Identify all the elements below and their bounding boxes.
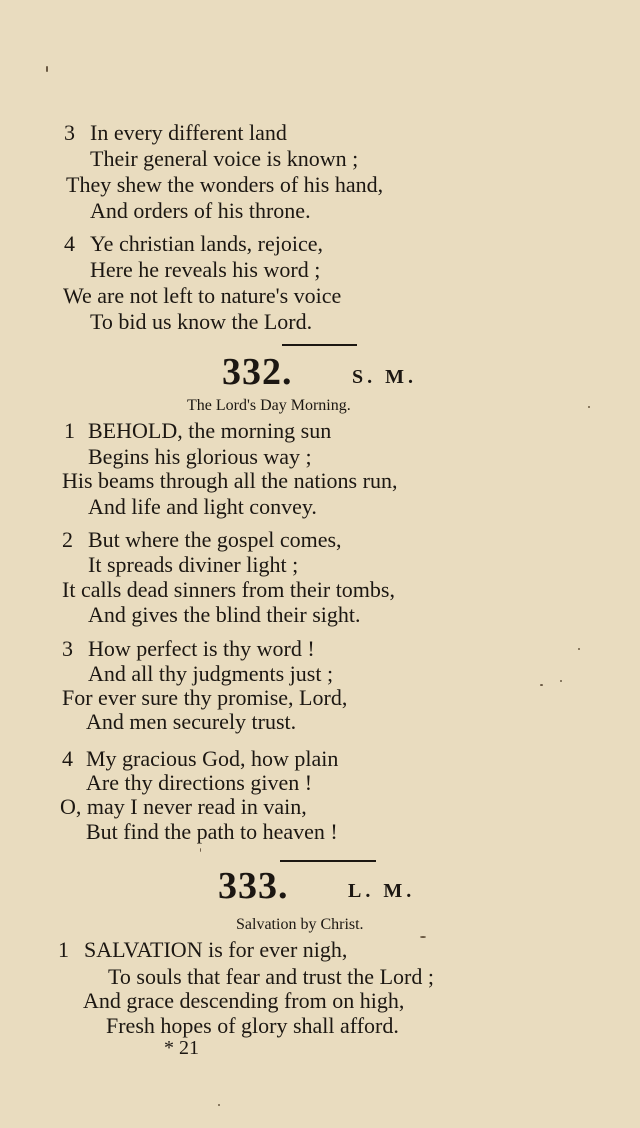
hymn-title: Salvation by Christ. (236, 916, 364, 933)
verse-number: 3 (62, 636, 73, 661)
verse-line: And gives the blind their sight. (88, 602, 361, 627)
verse-number: 4 (62, 746, 73, 771)
paper-speck (218, 1104, 220, 1106)
verse-line: SALVATION is for ever nigh, (84, 937, 348, 962)
paper-speck (560, 680, 562, 682)
verse-line: Here he reveals his word ; (90, 257, 321, 282)
hymn-title: The Lord's Day Morning. (187, 397, 351, 414)
paper-speck (540, 684, 543, 686)
verse-line: And all thy judgments just ; (88, 661, 334, 686)
hymn-number: 333. (218, 865, 289, 907)
verse-line: Are thy directions given ! (86, 770, 313, 795)
signature-mark: * 21 (164, 1037, 199, 1059)
verse-line: We are not left to nature's voice (63, 283, 342, 308)
verse-line: For ever sure thy promise, Lord, (62, 685, 348, 710)
verse-line: Their general voice is known ; (90, 146, 359, 171)
verse-number: 1 (64, 418, 75, 443)
verse-line: But find the path to heaven ! (86, 819, 338, 844)
section-rule (280, 860, 376, 862)
verse-number: 3 (64, 120, 75, 145)
verse-line: But where the gospel comes, (88, 527, 342, 552)
verse-line: And orders of his throne. (90, 198, 311, 223)
verse-number: 4 (64, 231, 75, 256)
hymn-number: 332. (222, 351, 293, 393)
verse-line: It calls dead sinners from their tombs, (62, 577, 395, 602)
verse-line: BEHOLD, the morning sun (88, 418, 332, 443)
verse-line: Begins his glorious way ; (88, 444, 312, 469)
verse-line: O, may I never read in vain, (60, 794, 307, 819)
paper-speck (588, 406, 590, 408)
paper-speck (46, 66, 48, 72)
verse-line: They shew the wonders of his hand, (66, 172, 384, 197)
paper-speck (420, 936, 426, 938)
hymn-meter: L. M. (348, 880, 416, 902)
verse-line: His beams through all the nations run, (62, 468, 398, 493)
verse-line: It spreads diviner light ; (88, 552, 299, 577)
verse-line: Ye christian lands, rejoice, (90, 231, 323, 256)
verse-line: In every different land (90, 120, 287, 145)
hymn-meter: S. M. (352, 366, 417, 388)
paper-speck (200, 848, 201, 852)
section-rule (282, 344, 357, 346)
verse-line: To souls that fear and trust the Lord ; (108, 964, 434, 989)
verse-line: And grace descending from on high, (83, 988, 405, 1013)
verse-line: And life and light convey. (88, 494, 317, 519)
verse-line: To bid us know the Lord. (90, 309, 313, 334)
verse-line: And men securely trust. (86, 709, 297, 734)
verse-line: Fresh hopes of glory shall afford. (106, 1013, 399, 1038)
verse-line: How perfect is thy word ! (88, 636, 315, 661)
verse-line: My gracious God, how plain (86, 746, 339, 771)
paper-speck (578, 648, 580, 650)
verse-number: 1 (58, 937, 69, 962)
verse-number: 2 (62, 527, 73, 552)
